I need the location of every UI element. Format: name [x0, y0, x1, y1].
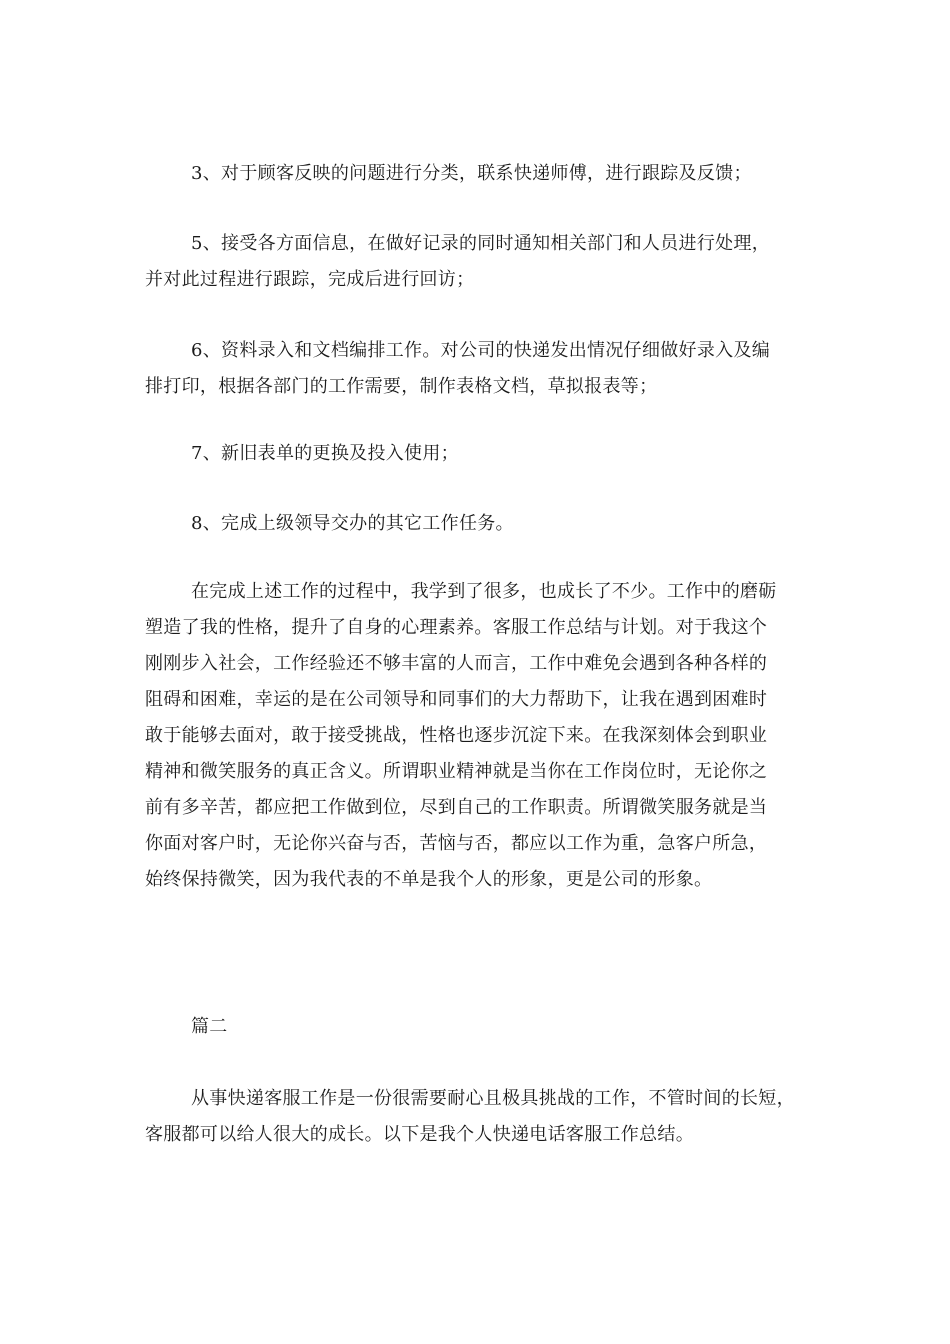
paragraph-item-3	[145, 156, 815, 192]
text-line: 在完成上述工作的过程中，我学到了很多，也成长了不少。工作中的磨砺	[191, 581, 777, 602]
text-line: 从事快递客服工作是一份很需要耐心且极具挑战的工作，不管时间的长短，	[191, 1088, 795, 1109]
text-line: 8、完成上级领导交办的其它工作任务。	[191, 513, 514, 534]
text-line: 7、新旧表单的更换及投入使用；	[191, 443, 459, 464]
paragraph-item-5	[145, 226, 815, 298]
text-line: 敢于能够去面对，敢于接受挑战，性格也逐步沉淀下来。在我深刻体会到职业	[145, 725, 768, 746]
text-line: 排打印，根据各部门的工作需要，制作表格文档，草拟报表等；	[145, 376, 658, 397]
paragraph-intro	[145, 1081, 815, 1153]
text-line: 阻碍和困难，幸运的是在公司领导和同事们的大力帮助下，让我在遇到困难时	[145, 689, 768, 710]
text-line: 你面对客户时，无论你兴奋与否，苦恼与否，都应以工作为重，急客户所急，	[145, 833, 768, 854]
paragraph-item-8	[145, 506, 815, 542]
text-line: 前有多辛苦，都应把工作做到位，尽到自己的工作职责。所谓微笑服务就是当	[145, 797, 768, 818]
paragraph-summary	[145, 574, 815, 898]
paragraph-item-6	[145, 333, 815, 405]
text-line: 始终保持微笑，因为我代表的不单是我个人的形象，更是公司的形象。	[145, 869, 713, 890]
text-line: 5、接受各方面信息，在做好记录的同时通知相关部门和人员进行处理，	[191, 233, 771, 254]
text-line: 刚刚步入社会，工作经验还不够丰富的人而言，工作中难免会遇到各种各样的	[145, 653, 768, 674]
text-line: 并对此过程进行跟踪，完成后进行回访；	[145, 269, 475, 290]
text-line: 3、对于顾客反映的问题进行分类，联系快递师傅，进行跟踪及反馈；	[191, 163, 752, 184]
section-heading	[145, 1009, 815, 1045]
text-line: 塑造了我的性格，提升了自身的心理素养。客服工作总结与计划。对于我这个	[145, 617, 768, 638]
paragraph-item-7	[145, 436, 815, 472]
text-line: 6、资料录入和文档编排工作。对公司的快递发出情况仔细做好录入及编	[191, 340, 771, 361]
section-title: 篇二	[191, 1016, 228, 1037]
text-line: 客服都可以给人很大的成长。以下是我个人快递电话客服工作总结。	[145, 1124, 694, 1145]
text-line: 精神和微笑服务的真正含义。所谓职业精神就是当你在工作岗位时，无论你之	[145, 761, 768, 782]
